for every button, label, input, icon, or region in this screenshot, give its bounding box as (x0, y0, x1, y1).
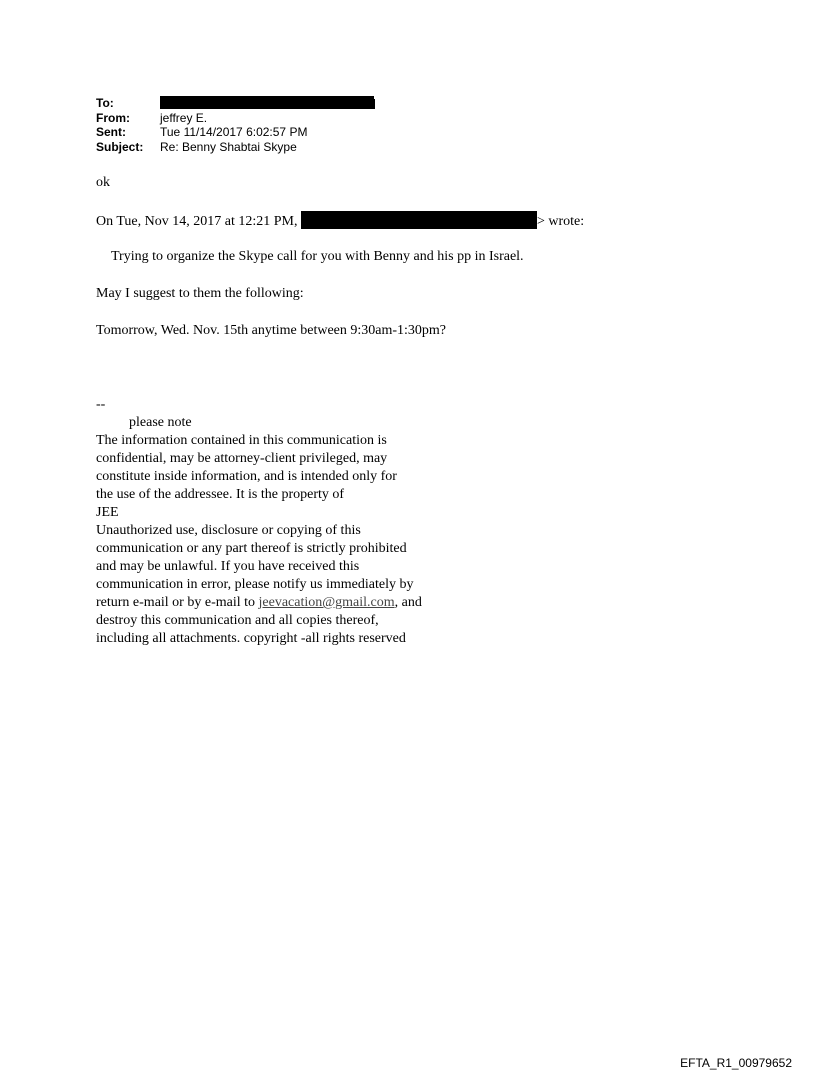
disclaimer-line: communication in error, please notify us immediately by (96, 577, 414, 592)
from-row (96, 111, 375, 126)
to-row (96, 96, 375, 111)
disclaimer-line: including all attachments. copyright -all rights reserved (96, 631, 406, 646)
from-label: From: (96, 110, 130, 125)
disclaimer-text: return e-mail or by e-mail to (96, 595, 255, 610)
disclaimer-line: destroy this communication and all copies thereof, (96, 613, 379, 628)
sent-value: Tue 11/14/2017 6:02:57 PM (160, 125, 308, 139)
disclaimer-line: and may be unlawful. If you have received this (96, 559, 360, 574)
subject-row (96, 140, 375, 155)
reply-text: ok (96, 175, 110, 190)
redaction-edge (374, 99, 375, 109)
quote-intro (96, 211, 584, 230)
signature-separator: -- (96, 397, 106, 412)
disclaimer-line: Unauthorized use, disclosure or copying of this (96, 523, 361, 538)
to-value (160, 96, 375, 111)
disclaimer-line (96, 594, 422, 612)
subject-value: Re: Benny Shabtai Skype (160, 139, 297, 154)
disclaimer (96, 396, 422, 648)
disclaimer-line: constitute inside information, and is intended only for (96, 469, 397, 484)
quote-intro-prefix: On Tue, Nov 14, 2017 at 12:21 PM, (96, 214, 298, 229)
to-label: To: (96, 96, 114, 110)
from-value: jeffrey E. (160, 110, 208, 125)
disclaimer-line: communication or any part thereof is strictly prohibited (96, 541, 407, 556)
quoted-line: Trying to organize the Skype call for you with Benny and his pp in Israel. (111, 249, 524, 264)
subject-label: Subject: (96, 139, 144, 154)
disclaimer-text: , and (394, 595, 422, 610)
quoted-line: Tomorrow, Wed. Nov. 15th anytime between 9:30am-1:30pm? (96, 323, 447, 338)
sent-label: Sent: (96, 125, 126, 139)
email-link[interactable]: jeevacation@gmail.com (258, 595, 395, 610)
quoted-line: May I suggest to them the following: (96, 286, 304, 301)
sent-row (96, 125, 375, 140)
quote-intro-suffix: > wrote: (536, 214, 585, 229)
document-id: EFTA_R1_00979652 (680, 1056, 792, 1070)
redaction-bar (160, 96, 374, 109)
disclaimer-line: The information contained in this communication is (96, 433, 387, 448)
email-header (96, 96, 375, 154)
disclaimer-line: confidential, may be attorney-client privileged, may (96, 451, 388, 466)
disclaimer-line: JEE (96, 505, 119, 520)
redaction-bar (301, 211, 537, 229)
disclaimer-line: the use of the addressee. It is the property of (96, 487, 345, 502)
disclaimer-line: please note (129, 415, 192, 430)
